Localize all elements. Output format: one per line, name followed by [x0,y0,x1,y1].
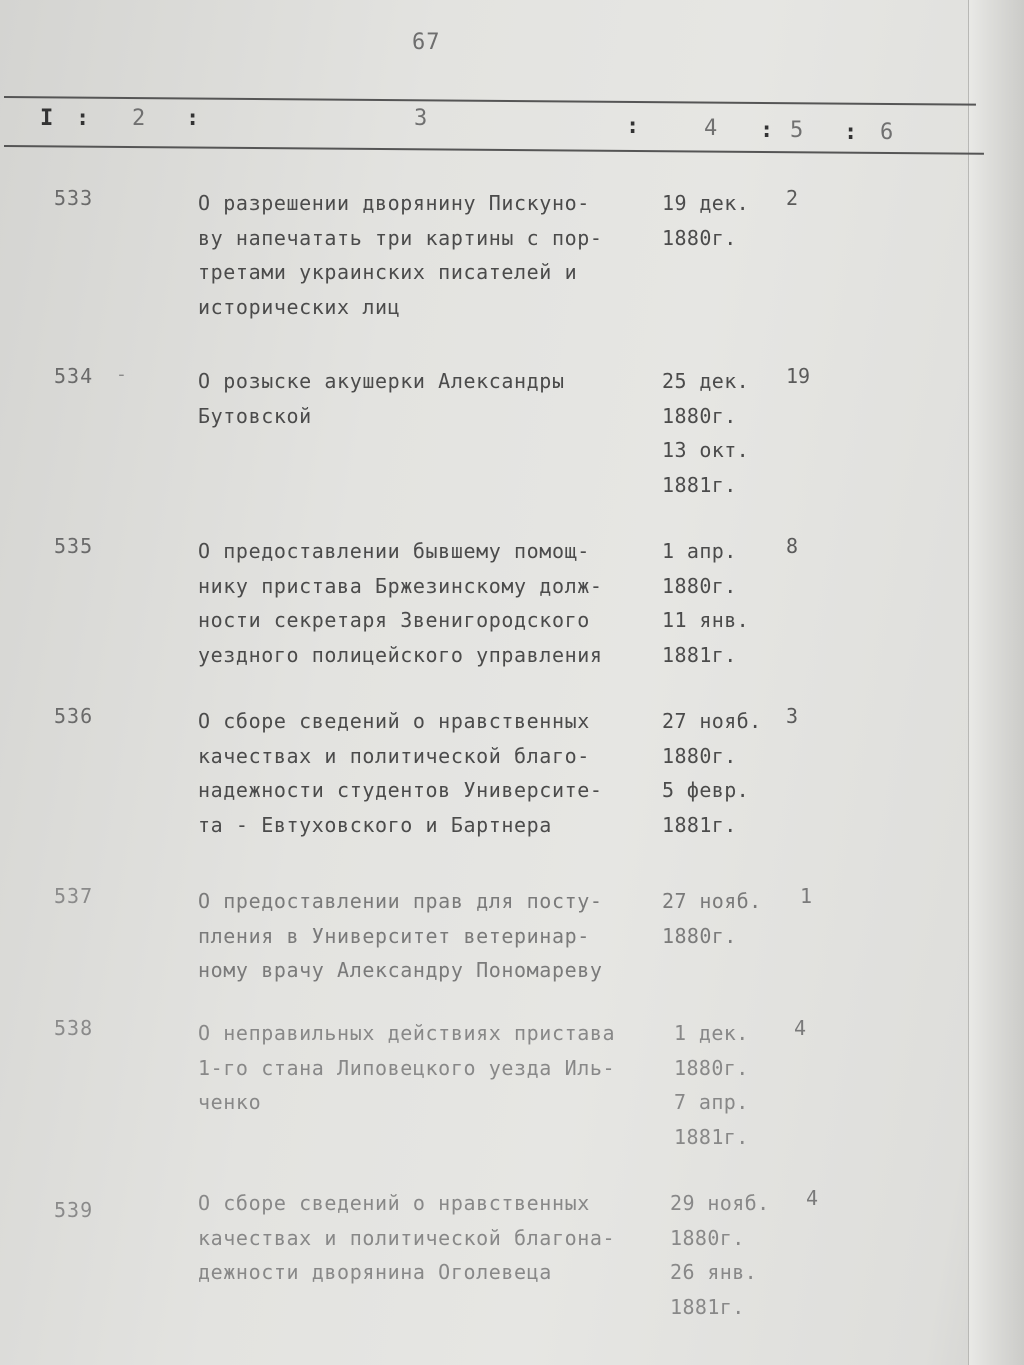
record-sheet-count: 8 [786,534,799,558]
record-title-line: ному врачу Александру Пономареву [198,958,603,982]
record-title-line: О разрешении дворянину Пискуно- [198,191,590,215]
record-date-line: 1880г. [662,403,737,428]
record-date-line: 27 нояб. [662,709,762,733]
record-number: 539 [54,1198,94,1222]
column-separator: : [760,118,774,143]
record-title-line: О предоставлении прав для посту- [198,889,603,913]
record-title [198,884,660,988]
record-title [198,534,660,672]
record-date-line: 1880г. [662,225,737,250]
record-title-line: ности секретаря Звенигородского [198,608,590,632]
record-title-line: ченко [198,1090,262,1114]
record-title-line: О предоставлении бывшему помощ- [198,539,590,563]
header-rule-bottom [4,145,984,155]
record-number: 538 [54,1016,94,1040]
record-date-line: 1 дек. [674,1021,749,1045]
record-title-line: Бутовской [198,403,312,428]
record-title-line: О неправильных действиях пристава [198,1021,616,1045]
record-title-line: исторических лиц [198,294,401,319]
page-number: 67 [412,30,441,55]
record-date-line: 1880г. [670,1225,745,1250]
record-date-line: 1880г. [662,923,737,948]
record-title-line: та - Евтуховского и Бартнера [198,812,552,837]
next-page-edge [968,0,1024,1365]
record-date-line: 7 апр. [674,1090,749,1114]
record-date-line: 26 янв. [670,1260,758,1284]
record-title [198,186,660,324]
record-title-line: третами украинских писателей и [198,260,578,284]
record-title-line: качествах и политической благона- [198,1225,616,1250]
record-date-line: 1880г. [674,1055,749,1080]
record-title-line: качествах и политической благо- [198,743,590,768]
record-date-line: 1880г. [662,743,737,768]
record-title-line: ву напечатать три картины с пор- [198,225,603,250]
record-number: 533 [54,186,94,210]
record-date-line: 1881г. [662,642,737,667]
record-title-line: О сборе сведений о нравственных [198,1191,590,1215]
record-date-line: 19 дек. [662,191,750,215]
record-date-line: 1881г. [670,1294,745,1319]
column-header-4: 4 [704,116,718,141]
record-title-line: 1-го стана Липовецкого уезда Иль- [198,1055,616,1080]
record-title-line: уездного полицейского управления [198,642,603,667]
record-date-line: 25 дек. [662,369,750,393]
column-header-6: 6 [880,120,894,145]
column-header-1: I [40,106,54,131]
record-sheet-count: 2 [786,186,799,210]
record-date-line: 1881г. [674,1124,749,1149]
column-header-3: 3 [414,106,428,131]
column-header-2: 2 [132,106,146,131]
record-date-line: 1881г. [662,812,737,837]
record-sheet-count: 4 [794,1016,807,1040]
record-sheet-count: 4 [806,1186,819,1210]
record-sheet-count: 1 [800,884,813,908]
record-date-line: 27 нояб. [662,889,762,913]
record-dates [662,704,762,842]
record-dates [662,186,749,255]
record-mark: - [116,364,127,385]
record-title-line: дежности дворянина Оголевеца [198,1260,552,1284]
column-separator: : [76,106,90,131]
record-title-line: пления в Университет ветеринар- [198,923,590,948]
record-date-line: 1880г. [662,573,737,598]
record-title [198,1016,660,1120]
record-number: 536 [54,704,94,728]
record-title [198,704,660,842]
record-date-line: 29 нояб. [670,1191,770,1215]
record-sheet-count: 3 [786,704,799,728]
record-date-line: 1 апр. [662,539,737,563]
record-dates [674,1016,749,1154]
record-date-line: 1881г. [662,472,737,497]
record-date-line: 11 янв. [662,608,750,632]
column-separator: : [186,106,200,131]
record-number: 537 [54,884,94,908]
record-title-line: О сборе сведений о нравственных [198,709,590,733]
column-headers [0,100,1000,144]
record-title-line: О розыске акушерки Александры [198,369,565,393]
column-separator: : [844,120,858,145]
column-header-5: 5 [790,118,804,143]
column-separator: : [626,114,640,139]
record-date-line: 5 февр. [662,778,750,802]
record-title [198,364,660,433]
record-dates [662,884,762,953]
record-title-line: надежности студентов Университе- [198,778,603,802]
record-sheet-count: 19 [786,364,811,388]
record-title [198,1186,660,1290]
record-dates [662,364,749,502]
record-number: 535 [54,534,94,558]
record-number: 534 [54,364,94,388]
record-dates [662,534,749,672]
record-title-line: нику пристава Бржезинскому долж- [198,573,603,598]
record-date-line: 13 окт. [662,438,750,462]
record-dates [670,1186,770,1324]
